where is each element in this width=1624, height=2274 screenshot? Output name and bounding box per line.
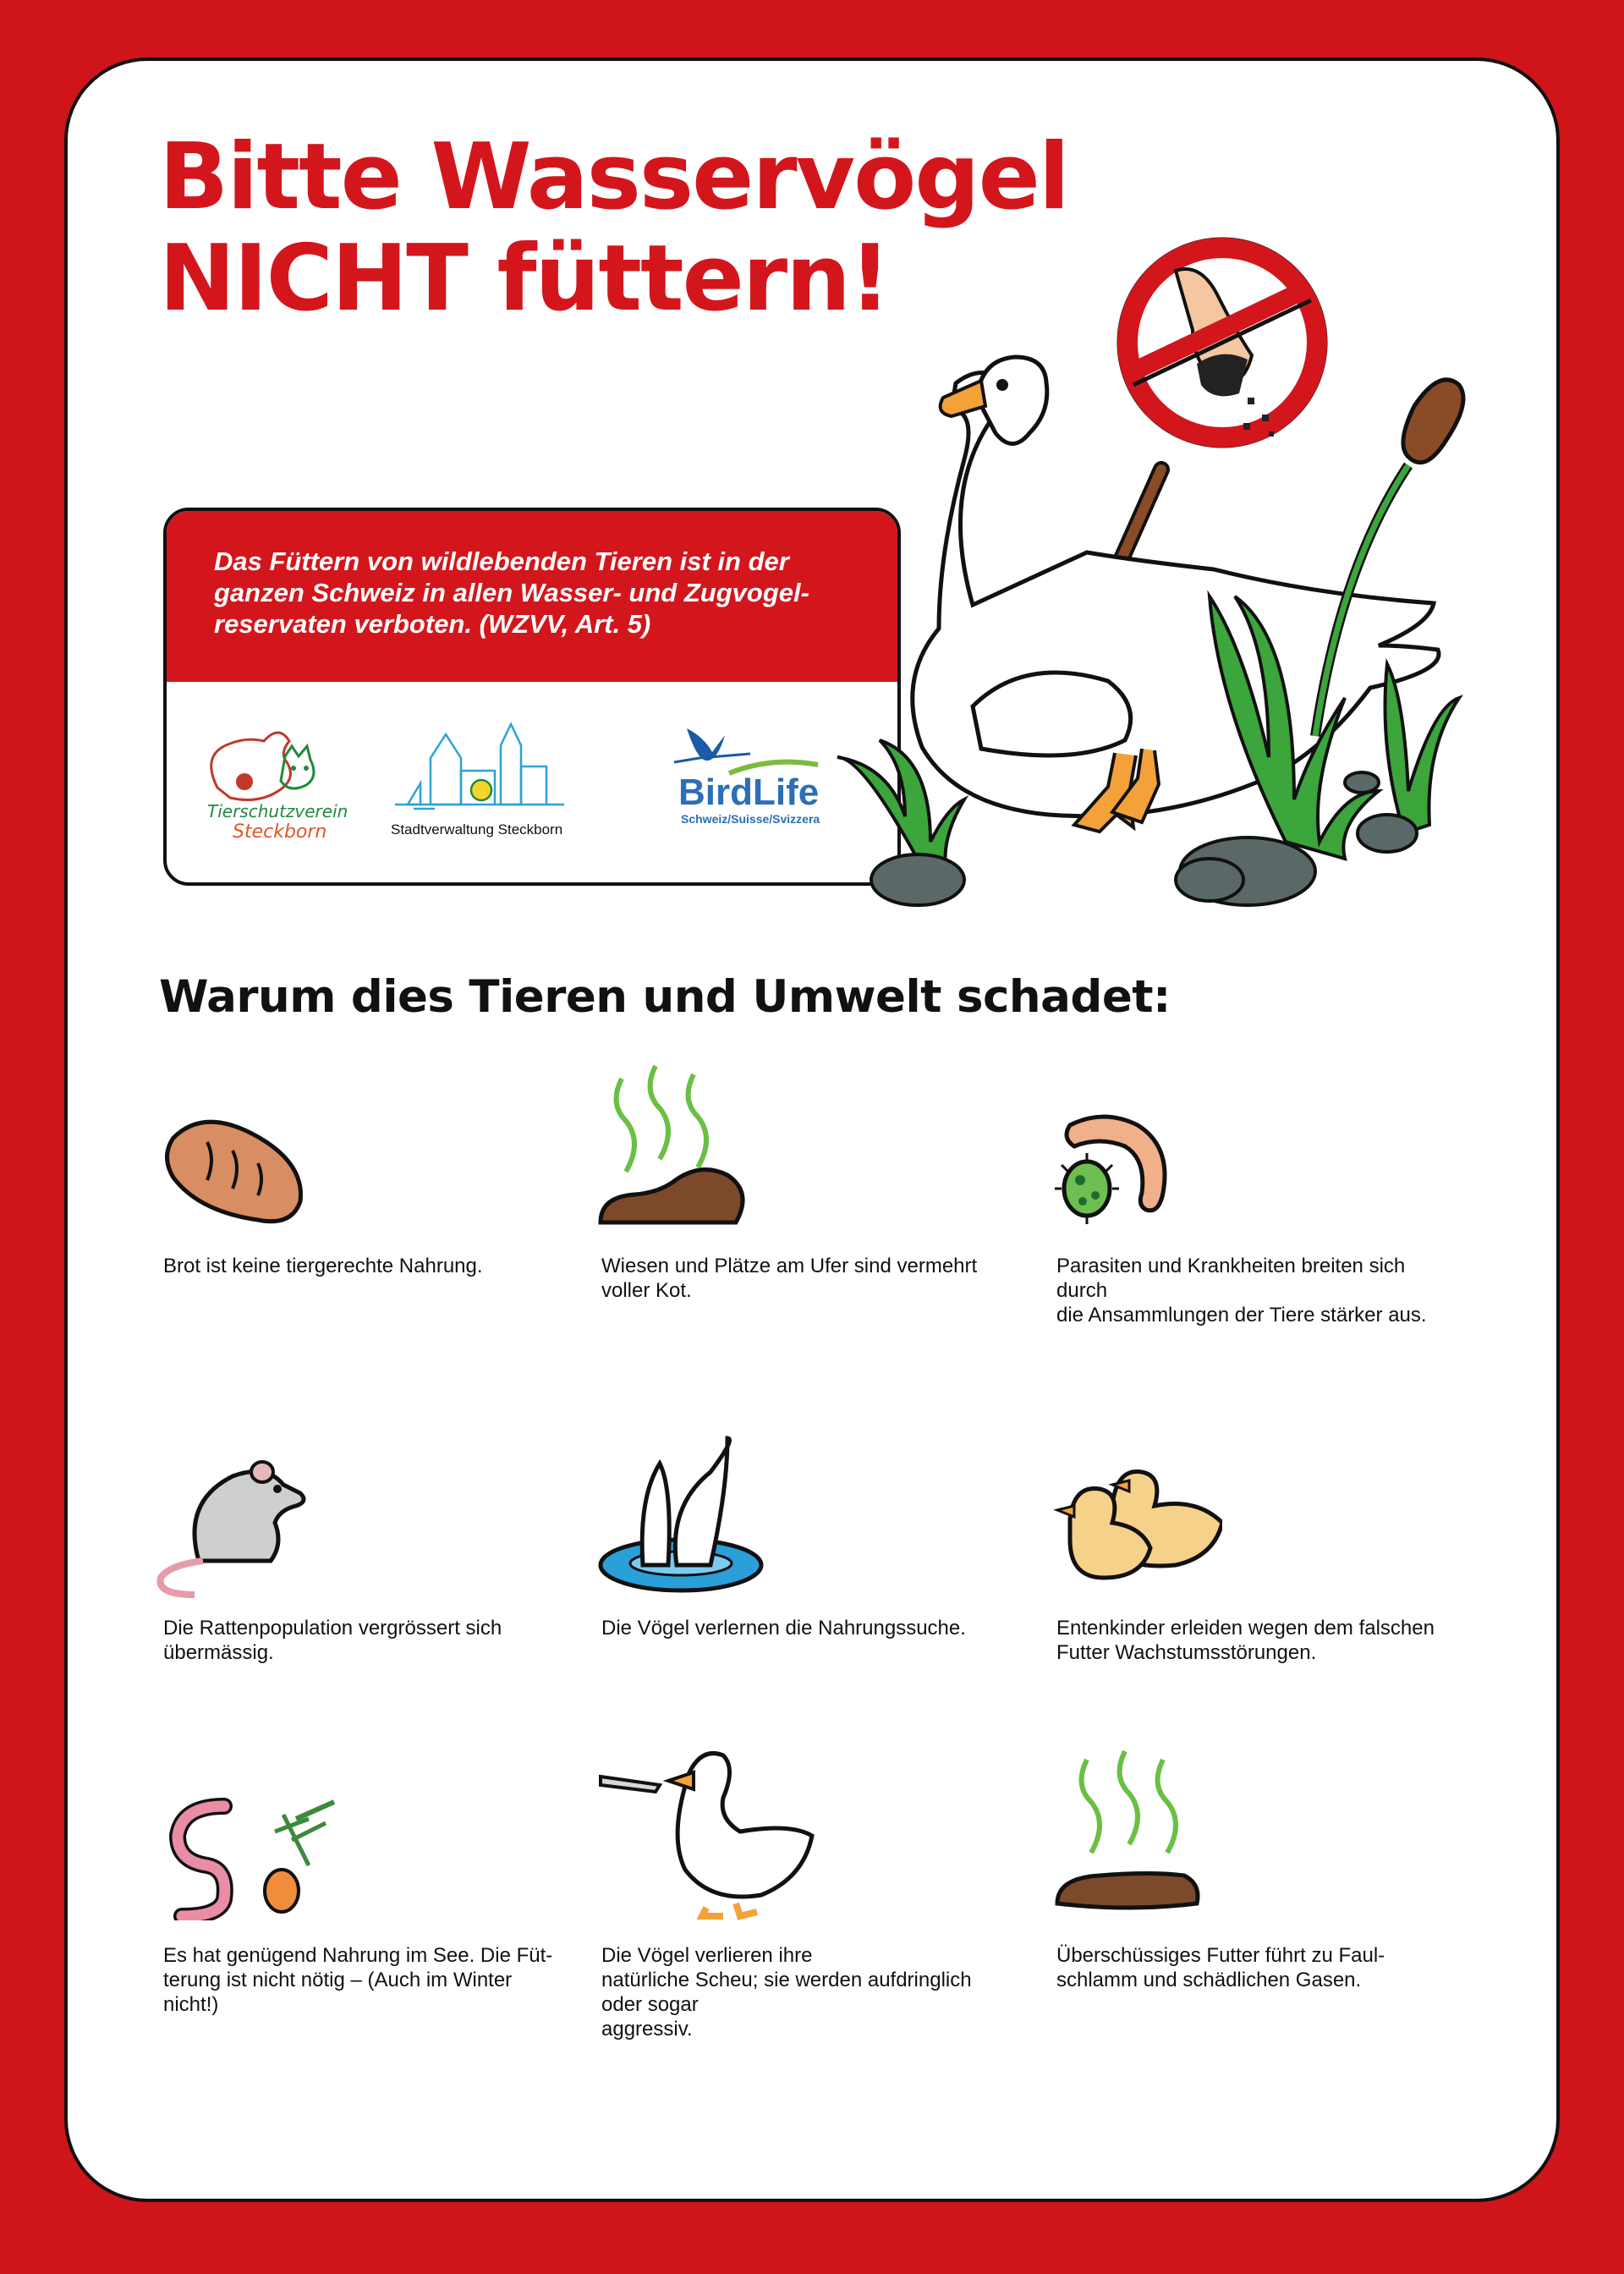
page-title bbox=[159, 124, 1068, 332]
birdlife-sub: Schweiz/Suisse/Svizzera bbox=[681, 812, 820, 826]
parasites-icon bbox=[1053, 1104, 1188, 1231]
birdlife-logo bbox=[674, 728, 820, 826]
stadtverwaltung-logo bbox=[391, 724, 564, 838]
item-text-2: Wiesen und Plätze am Ufer sind vermehrt voller Kot. bbox=[601, 1255, 978, 1302]
tierschutz-place: Steckborn bbox=[233, 821, 327, 843]
birdlife-name: BirdLife bbox=[678, 772, 820, 813]
item-text-1: Brot ist keine tiergerechte Nahrung. bbox=[163, 1255, 483, 1277]
diving-bird-icon bbox=[596, 1421, 765, 1599]
droppings-icon bbox=[596, 1062, 749, 1231]
stadtverwaltung-name: Stadtverwaltung Steckborn bbox=[391, 821, 563, 838]
tierschutzverein-logo bbox=[207, 733, 348, 843]
legal-notice-text: Das Füttern von wildlebenden Tieren ist in der ganzen Schweiz in allen Wasser- und Zugvogel-reservaten verboten. (WZVV, Art. 5) bbox=[214, 547, 809, 639]
title-line-2: NICHT füttern! bbox=[159, 226, 890, 332]
insects-icon bbox=[156, 1793, 343, 1920]
tierschutz-name: Tierschutzverein bbox=[207, 801, 348, 821]
legal-notice-box bbox=[163, 508, 901, 886]
sludge-icon bbox=[1053, 1747, 1205, 1920]
rat-icon bbox=[156, 1451, 317, 1599]
item-text-4: Die Rattenpopulation vergrössert sich übermässig. bbox=[163, 1617, 502, 1664]
title-line-1: Bitte Wasservögel bbox=[159, 124, 1068, 230]
item-text-3: Parasiten und Krankheiten breiten sich durch die Ansammlungen der Tiere stärker aus. bbox=[1056, 1255, 1427, 1326]
bread-icon bbox=[156, 1104, 309, 1231]
section-heading: Warum dies Tieren und Umwelt schadet: bbox=[159, 971, 1171, 1023]
legal-notice-header bbox=[167, 511, 897, 682]
aggressive-goose-icon bbox=[596, 1743, 816, 1920]
item-text-7: Es hat genügend Nahrung im See. Die Füt- terung ist nicht nötig – (Auch im Winter nicht!) bbox=[163, 1944, 553, 2016]
partner-logos bbox=[167, 682, 897, 886]
item-text-6: Entenkinder erleiden wegen dem falschen Futter Wachstumsstörungen. bbox=[1056, 1617, 1435, 1664]
ducklings-icon bbox=[1053, 1459, 1222, 1599]
item-text-9: Überschüssiges Futter führt zu Faul- schlamm und schädlichen Gasen. bbox=[1056, 1944, 1385, 1991]
item-text-8: Die Vögel verlieren ihre natürliche Scheu; sie werden aufdringlich oder sogar aggressiv. bbox=[601, 1944, 972, 2041]
item-text-5: Die Vögel verlernen die Nahrungssuche. bbox=[601, 1617, 966, 1640]
